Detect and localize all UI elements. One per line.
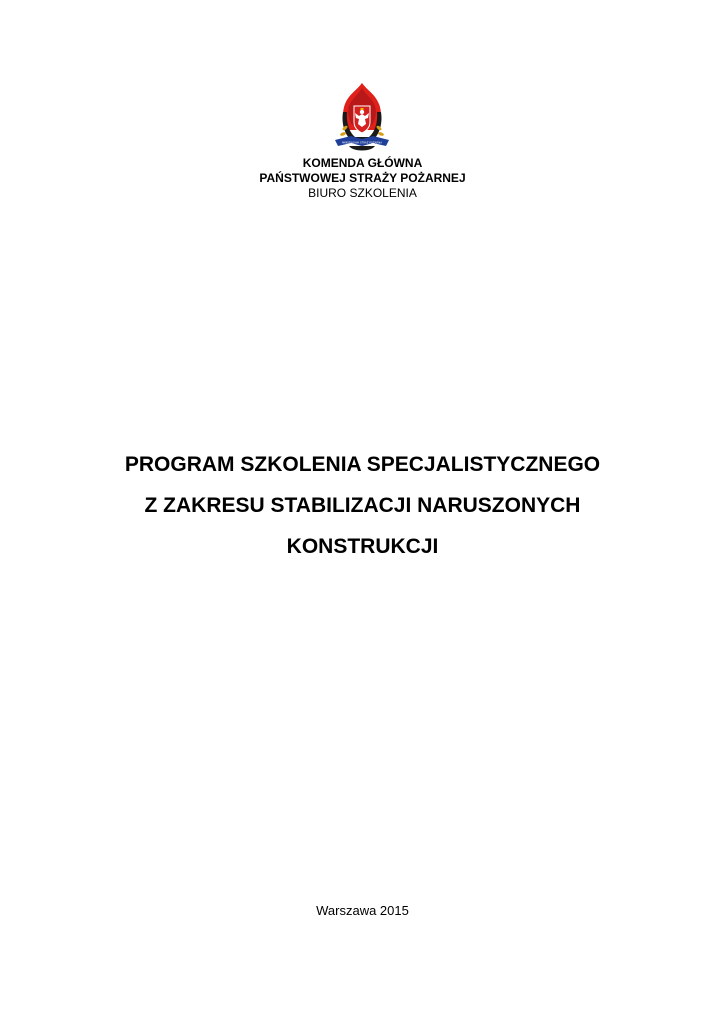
department-name: BIURO SZKOLENIA [308,186,417,200]
document-title-line-2: Z ZAKRESU STABILIZACJI NARUSZONYCH [144,494,581,517]
state-fire-service-emblem-icon [331,82,393,154]
document-title-line-3: KONSTRUKCJI [286,535,439,558]
organization-name: KOMENDA GŁÓWNA [302,156,423,170]
document-title-line-1: PROGRAM SZKOLENIA SPECJALISTYCZNEGO [124,453,601,476]
place-and-date: Warszawa 2015 [316,903,409,918]
emblem-base-shape [349,146,375,151]
service-name: PAŃSTWOWEJ STRAŻY POŻARNEJ [259,171,466,185]
ribbon-text: PAŃSTWOWA STRAŻ POŻARNA [342,141,382,145]
